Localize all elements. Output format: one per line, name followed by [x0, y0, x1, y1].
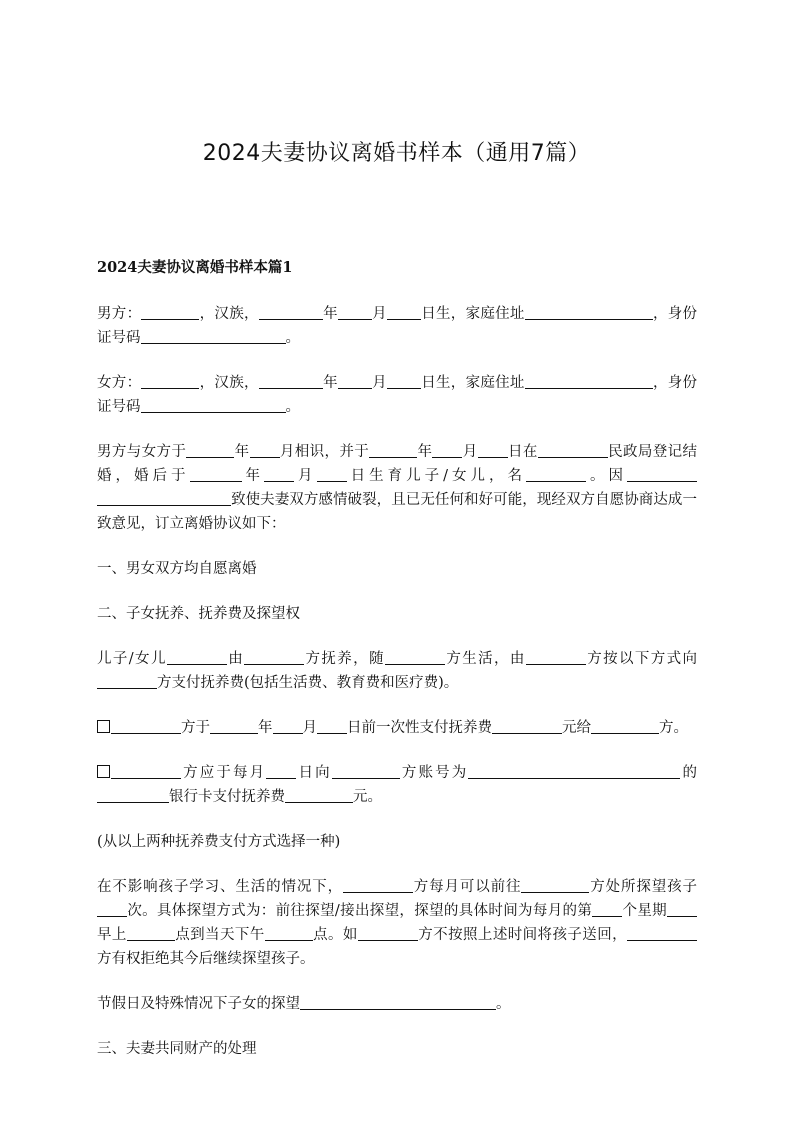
blank-day[interactable] — [387, 372, 421, 389]
text: 方抚养，随 — [304, 651, 385, 667]
blank-party[interactable] — [332, 762, 400, 779]
text: 男方： — [97, 306, 142, 322]
text: 。 — [496, 996, 511, 1012]
text: 男方与女方于 — [97, 444, 187, 460]
blank-id-number[interactable] — [141, 327, 286, 344]
text: 民政局登记结婚，婚后于 — [97, 444, 697, 484]
text: 方于 — [181, 720, 210, 736]
text: 女方： — [97, 375, 142, 391]
payment-note: (从以上两种抚养费支付方式选择一种) — [97, 834, 341, 850]
document-body — [97, 256, 697, 1082]
blank-month[interactable] — [338, 372, 372, 389]
blank-party[interactable] — [343, 876, 413, 893]
text: 日生，家庭住址 — [420, 375, 525, 391]
text: 。 — [285, 330, 300, 346]
blank-year[interactable] — [190, 465, 242, 482]
text: ，汉族， — [199, 306, 259, 322]
blank-day[interactable] — [387, 303, 421, 320]
husband-paragraph — [97, 302, 697, 350]
text: 年 — [322, 306, 338, 322]
text: 月 — [294, 468, 317, 484]
blank-week[interactable] — [592, 900, 622, 917]
text: 在不影响孩子学习、生活的情况下， — [97, 879, 343, 895]
text: ，身份证号码 — [97, 306, 698, 346]
blank-address[interactable] — [525, 372, 653, 389]
blank-party[interactable] — [97, 672, 157, 689]
text: 方每月可以前往 — [412, 879, 522, 895]
visitation-paragraph — [97, 875, 697, 971]
text: 。 — [285, 399, 300, 415]
text: 致使夫妻双方感情破裂，且已无任何和好可能，现经双方自愿协商达成一致意见，订立离婚协议如下： — [97, 492, 697, 532]
text: 的 — [680, 765, 698, 781]
blank-party[interactable] — [385, 648, 445, 665]
blank-party[interactable] — [244, 648, 304, 665]
text: 年 — [258, 720, 273, 736]
blank-times[interactable] — [97, 900, 127, 917]
text: 月 — [371, 375, 387, 391]
text: 年 — [322, 375, 338, 391]
text: 日向 — [296, 765, 332, 781]
section-title: 2024夫妻协议离婚书样本篇1 — [97, 259, 293, 276]
blank-day[interactable] — [478, 441, 508, 458]
text: 点到当天下午 — [174, 927, 265, 943]
blank-month[interactable] — [264, 465, 294, 482]
blank-day[interactable] — [317, 717, 347, 734]
text: ，汉族， — [199, 375, 259, 391]
wife-paragraph — [97, 371, 697, 419]
blank-hour[interactable] — [127, 924, 175, 941]
text: 年 — [234, 444, 250, 460]
blank-party[interactable] — [111, 717, 181, 734]
text: 方按以下方式向 — [585, 651, 698, 667]
blank-month[interactable] — [250, 441, 280, 458]
text: 元给 — [562, 720, 591, 736]
blank-party[interactable] — [521, 876, 589, 893]
payment-option-2 — [97, 761, 697, 809]
text: 方有权拒绝其今后继续探望孩子。 — [97, 951, 315, 967]
blank-day[interactable] — [317, 465, 347, 482]
blank-month[interactable] — [432, 441, 462, 458]
text: 月 — [462, 444, 478, 460]
blank-party[interactable] — [526, 648, 586, 665]
blank-day[interactable] — [266, 762, 296, 779]
text: 方支付抚养费(包括生活费、教育费和医疗费)。 — [157, 675, 459, 691]
text: 日前一次性支付抚养费 — [347, 720, 492, 736]
blank-bureau[interactable] — [538, 441, 608, 458]
blank-party[interactable] — [111, 762, 181, 779]
text: 方不按照上述时间将孩子送回， — [417, 927, 628, 943]
blank-hour[interactable] — [265, 924, 313, 941]
text: 年 — [241, 468, 265, 484]
blank-name[interactable] — [141, 372, 199, 389]
text: 日生，家庭住址 — [420, 306, 525, 322]
blank-year[interactable] — [259, 372, 323, 389]
text: 月相识，并于 — [279, 444, 370, 460]
holiday-paragraph — [97, 992, 697, 1016]
blank-child-name[interactable] — [526, 465, 586, 482]
text: 元。 — [353, 789, 382, 805]
payment-option-1 — [97, 716, 697, 740]
clause-1: 一、男女双方均自愿离婚 — [97, 561, 257, 577]
blank-id-number[interactable] — [141, 396, 286, 413]
clause-2: 二、子女抚养、抚养费及探望权 — [97, 606, 300, 622]
text: 早上 — [97, 927, 127, 943]
text: 方生活，由 — [444, 651, 526, 667]
blank-year[interactable] — [186, 441, 234, 458]
blank-month[interactable] — [338, 303, 372, 320]
blank-amount[interactable] — [285, 786, 353, 803]
text: 儿子/女儿 — [97, 651, 167, 667]
blank-account[interactable] — [468, 762, 680, 779]
clause-3: 三、夫妻共同财产的处理 — [97, 1041, 257, 1057]
blank-weekday[interactable] — [667, 900, 697, 917]
marriage-paragraph — [97, 440, 697, 536]
blank-reason[interactable] — [627, 465, 697, 482]
blank-year[interactable] — [259, 303, 323, 320]
blank-child[interactable] — [167, 648, 227, 665]
text: 个星期 — [622, 903, 667, 919]
custody-paragraph — [97, 647, 697, 695]
text: 月 — [302, 720, 317, 736]
text: 方应于每月 — [181, 765, 267, 781]
blank-reason-cont[interactable] — [97, 489, 231, 506]
blank-address[interactable] — [525, 303, 653, 320]
blank-bank[interactable] — [97, 786, 169, 803]
text: 方账号为 — [399, 765, 469, 781]
text: 点。如 — [312, 927, 358, 943]
blank-year[interactable] — [369, 441, 417, 458]
text: 银行卡支付抚养费 — [169, 789, 285, 805]
text: 方。 — [659, 720, 688, 736]
text: 由 — [226, 651, 245, 667]
blank-month[interactable] — [273, 717, 303, 734]
text: 月 — [371, 306, 387, 322]
text: 。因 — [586, 468, 628, 484]
blank-holiday[interactable] — [300, 993, 496, 1010]
text: 日在 — [507, 444, 538, 460]
blank-party[interactable] — [591, 717, 659, 734]
blank-name[interactable] — [141, 303, 199, 320]
text: 日生育儿子/女儿，名 — [346, 468, 526, 484]
text: 节假日及特殊情况下子女的探望 — [97, 996, 300, 1012]
text: 方处所探望孩子 — [589, 879, 698, 895]
document-title: 2024夫妻协议离婚书样本（通用7篇） — [202, 141, 591, 166]
checkbox[interactable] — [97, 765, 110, 778]
blank-amount[interactable] — [492, 717, 562, 734]
text: 次。具体探望方式为：前往探望/接出探望，探望的具体时间为每月的第 — [127, 903, 593, 919]
checkbox[interactable] — [97, 720, 110, 733]
text: ，身份证号码 — [97, 375, 698, 415]
blank-party[interactable] — [627, 924, 697, 941]
text: 年 — [417, 444, 433, 460]
blank-year[interactable] — [210, 717, 258, 734]
blank-party[interactable] — [358, 924, 418, 941]
